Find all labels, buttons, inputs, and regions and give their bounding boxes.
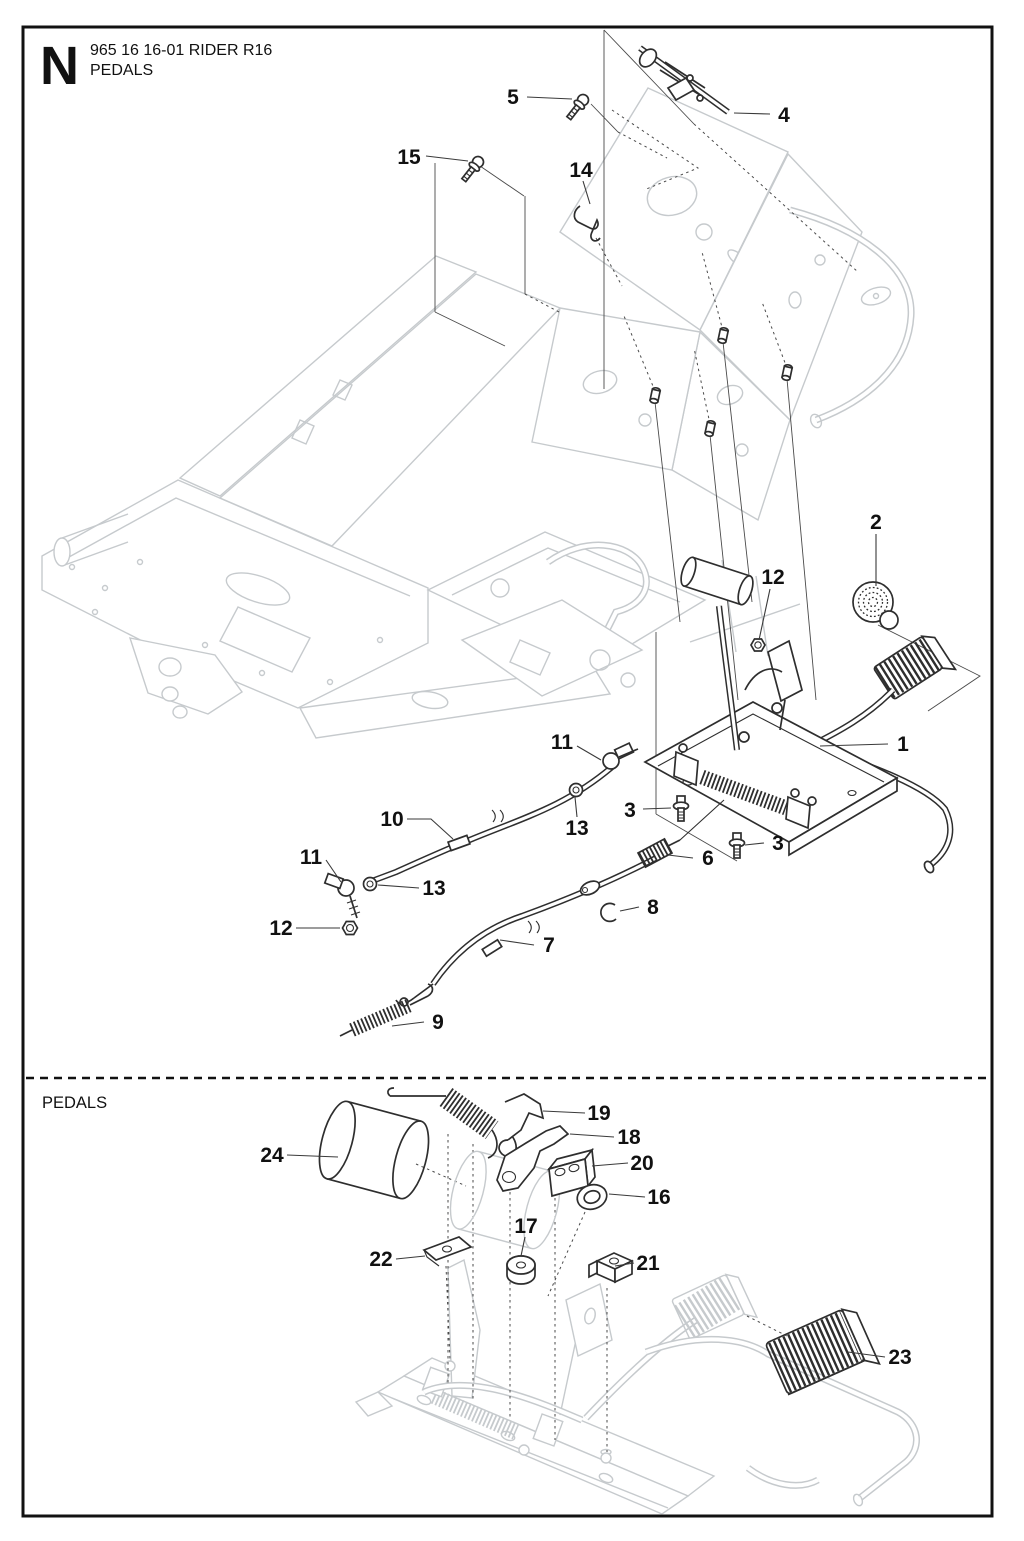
callout-label-1: 1 (897, 733, 909, 756)
bolt-part3-right (730, 833, 745, 858)
callout-label-20: 20 (630, 1152, 654, 1175)
callout-leader-13-lower (378, 885, 419, 888)
callout-label-16: 16 (647, 1186, 671, 1209)
callout-label-3-right: 3 (772, 832, 784, 855)
callout-label-12-top: 12 (761, 566, 785, 589)
callout-label-13-upper: 13 (565, 817, 589, 840)
callout-label-24: 24 (260, 1144, 284, 1167)
callout-leader-9 (392, 1022, 424, 1026)
callout-label-19: 19 (587, 1102, 611, 1125)
ghost-pedal-assembly (356, 1260, 916, 1514)
callout-leader-4 (734, 113, 770, 114)
callout-label-8: 8 (647, 896, 659, 919)
callout-label-14: 14 (569, 159, 593, 182)
callout-leader-22 (396, 1256, 425, 1259)
callout-label-3-left: 3 (624, 799, 636, 822)
callout-label-22: 22 (369, 1248, 393, 1271)
bolt-part5 (564, 92, 591, 122)
callout-leader-19 (543, 1111, 585, 1113)
callout-label-18: 18 (617, 1126, 641, 1149)
cable-part10 (325, 743, 638, 934)
callout-leader-11-upper (577, 746, 601, 760)
section-letter: N (40, 36, 79, 96)
cable-part7 (396, 800, 724, 1006)
callout-label-21: 21 (636, 1252, 660, 1275)
header-title-line2: PEDALS (90, 62, 154, 79)
callout-label-23: 23 (888, 1346, 912, 1369)
callout-label-11-lower: 11 (299, 846, 323, 869)
bottom-section-label: PEDALS (42, 1094, 108, 1112)
callout-label-7: 7 (543, 934, 555, 957)
nut-part12-top (751, 639, 765, 651)
callout-label-12-lower: 12 (269, 917, 293, 940)
callout-label-4: 4 (778, 104, 790, 127)
chassis-line-art (42, 88, 911, 738)
knob-part2 (853, 582, 898, 629)
callout-label-13-lower: 13 (422, 877, 446, 900)
bolt-part3-left (674, 796, 689, 821)
spring-part9 (340, 984, 433, 1036)
bolt-part15 (459, 154, 486, 184)
clip-part21 (589, 1253, 632, 1282)
callout-leader-10 (407, 819, 453, 839)
callout-leader-15 (426, 156, 468, 161)
pedals-detail-art (312, 1088, 916, 1514)
header-title-line1: 965 16 16-01 RIDER R16 (90, 42, 273, 59)
callout-leader-13-upper (575, 797, 577, 817)
callout-label-17: 17 (514, 1215, 538, 1238)
callout-leader-5 (527, 97, 572, 99)
header (40, 36, 272, 96)
callout-leader-6 (668, 855, 693, 858)
callout-leader-20 (592, 1163, 628, 1166)
callout-leader-8 (620, 907, 639, 911)
callout-label-2: 2 (870, 511, 882, 534)
callout-label-6: 6 (702, 847, 714, 870)
callout-label-11-upper: 11 (550, 731, 574, 754)
callout-label-5: 5 (507, 86, 519, 109)
callout-leader-3-right (745, 843, 764, 845)
callout-leader-16 (609, 1194, 645, 1197)
callout-leader-18 (570, 1134, 614, 1137)
sleeve-part24 (312, 1098, 435, 1203)
callout-leader-7 (500, 940, 534, 945)
callout-label-15: 15 (397, 146, 421, 169)
callout-leader-3-left (643, 808, 671, 809)
roller-part17 (507, 1256, 535, 1284)
callout-label-10: 10 (380, 808, 404, 831)
callout-label-9: 9 (432, 1011, 444, 1034)
